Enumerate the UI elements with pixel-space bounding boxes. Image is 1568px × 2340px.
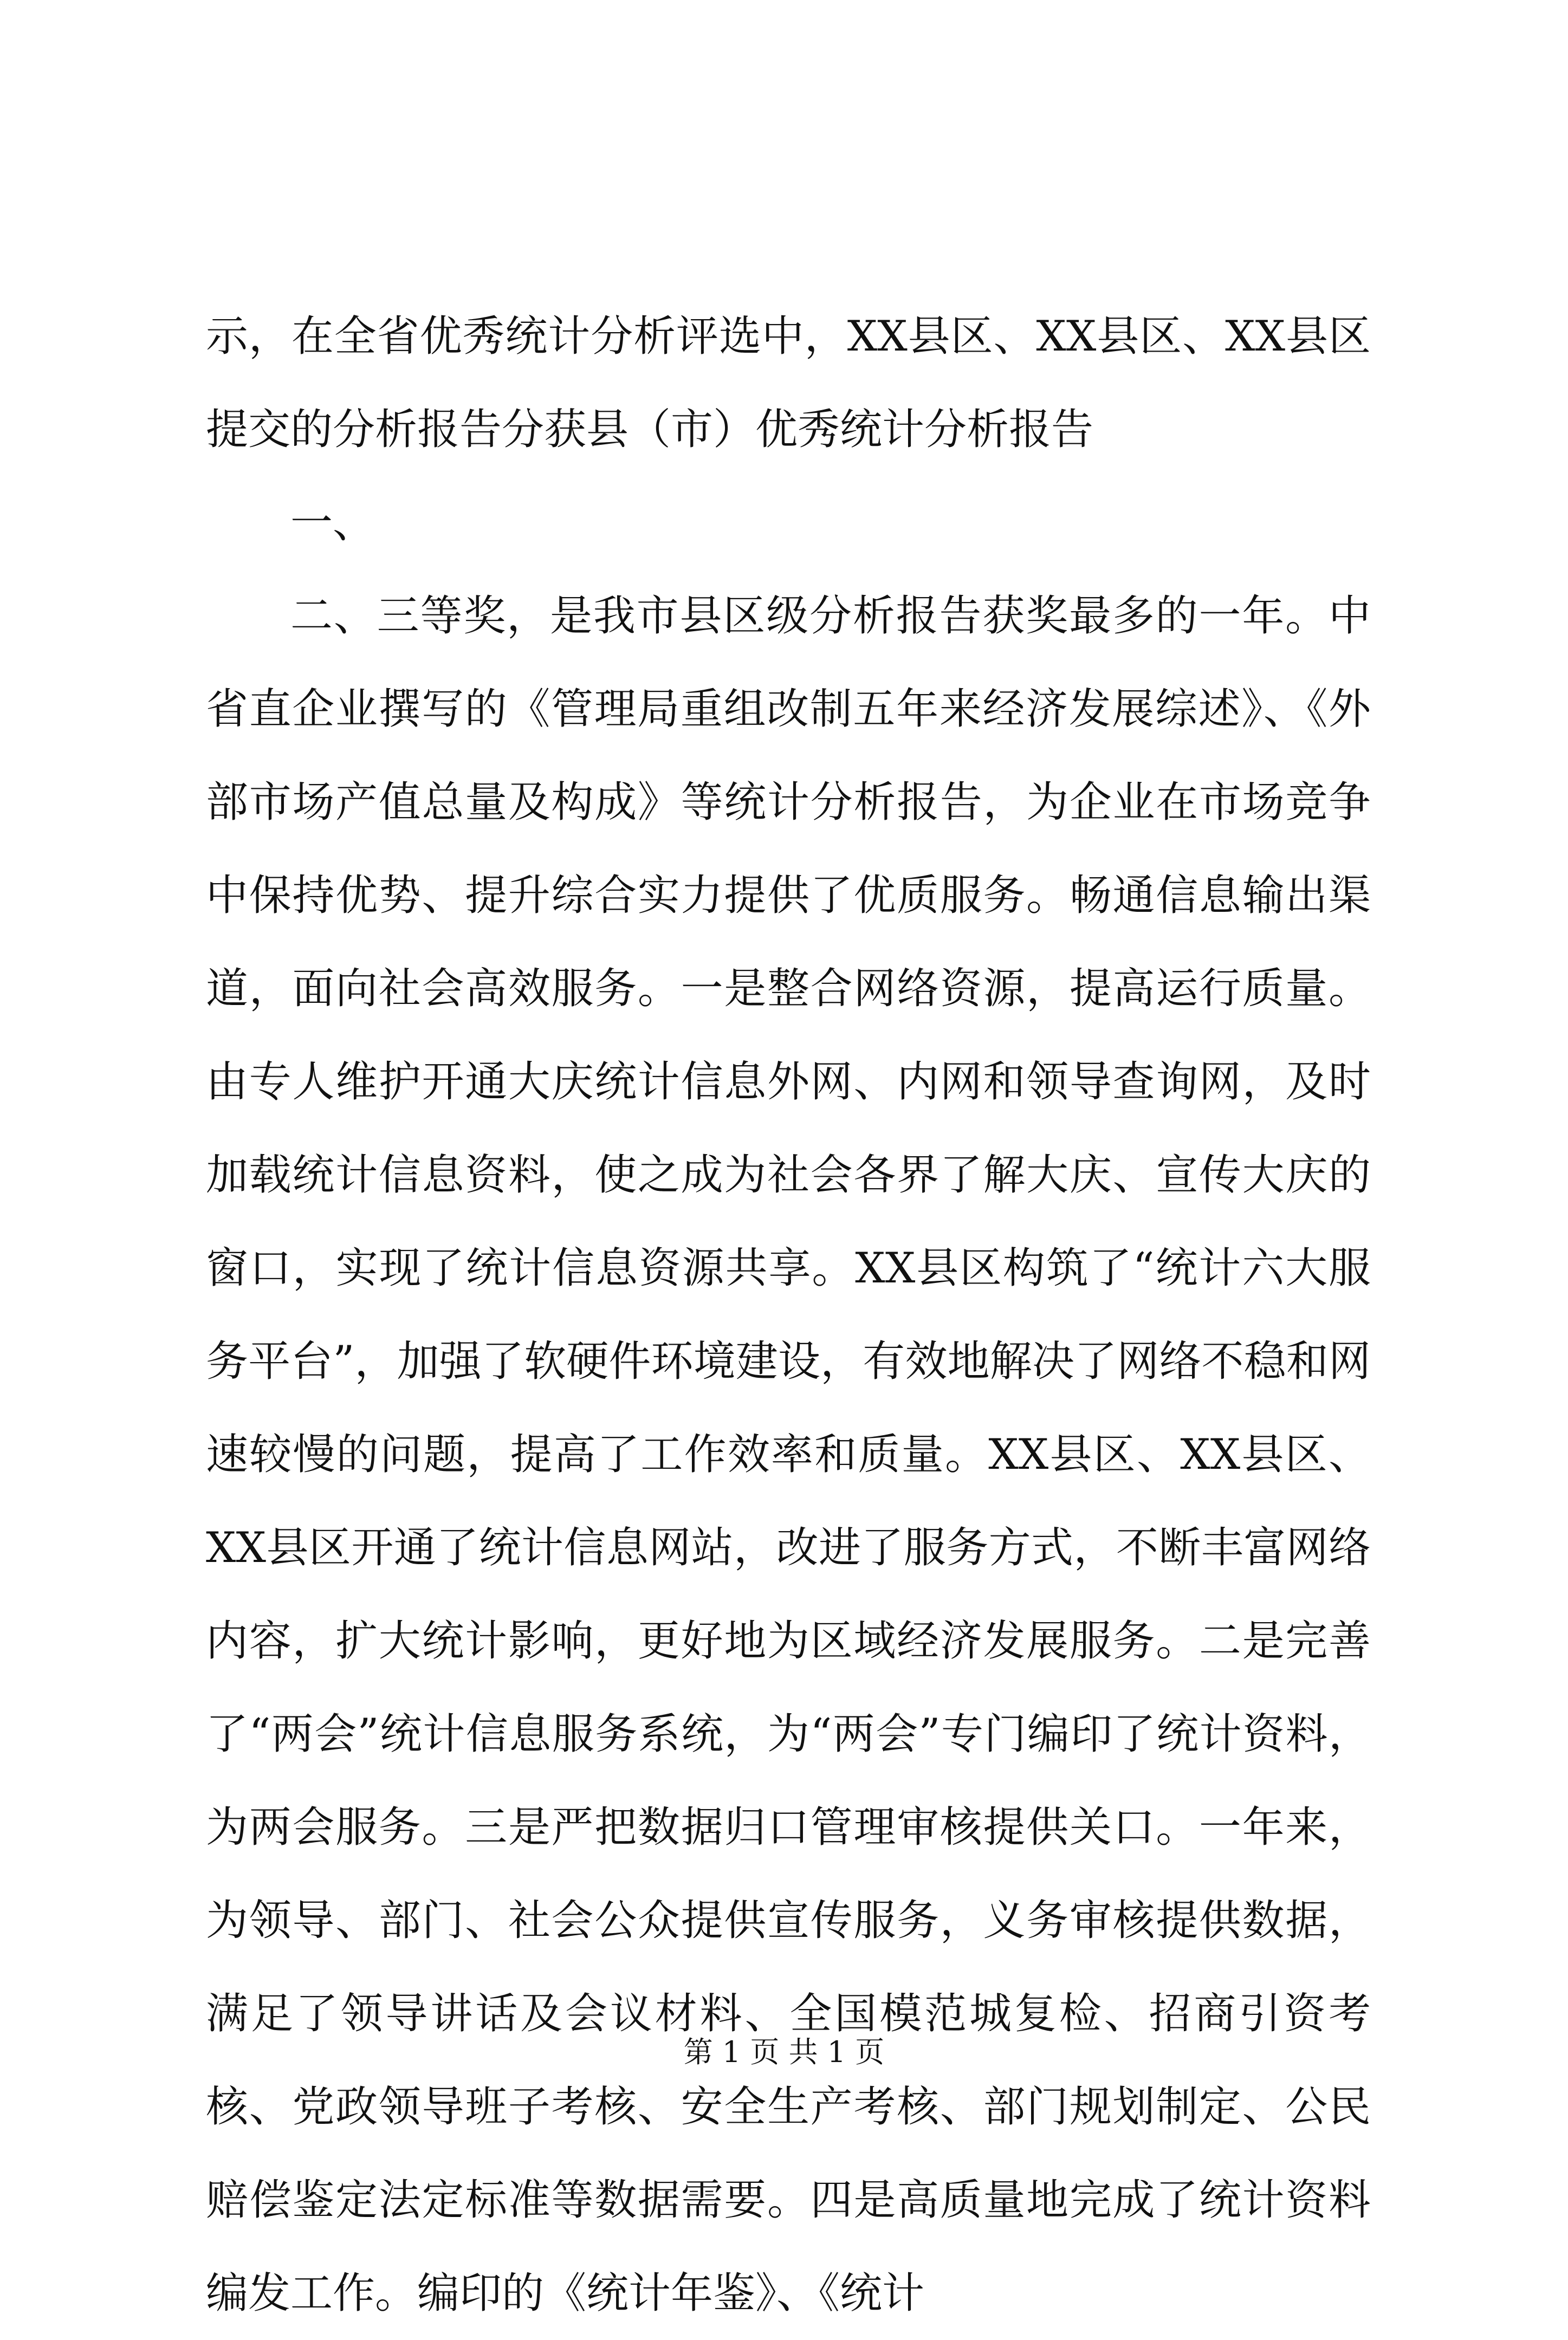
paragraph-heading-one: 一、 [290,498,375,547]
paragraph-continuation: 示，在全省优秀统计分析评选中，XX县区、XX县区、XX县区提交的分析报告分获县（市）优秀统计分析报告 [206,312,1371,454]
paragraph-main: 二、三等奖，是我市县区级分析报告获奖最多的一年。中省直企业撰写的《管理局重组改制五年来经济发展综述》、《外部市场产值总量及构成》等统计分析报告，为企业在市场竞争中保持优势、提升综合实力提供了优质服务。畅通信息输出渠道，面向社会高效服务。一是整合网络资源，提高运行质量。由专人维护开通大庆统计信息外网、内网和领导查询网，及时加载统计信息资料，使之成为社会各界了解大庆、宣传大庆的窗口，实现了统计信息资源共享。XX县区构筑了“统计六大服务平台”，加强了软硬件环境建设，有效地解决了网络不稳和网速较慢的问题，提高了工作效率和质量。XX县区、XX县区、XX县区开通了统计信息网站，改进了服务方式，不断丰富网络内容，扩大统计影响，更好地为区域经济发展服务。二是完善了“两会”统计信息服务系统，为“两会”专门编印了统计资料，为两会服务。三是严把数据归口管理审核提供关口。一年来，为领导、部门、社会公众提供宣传服务，义务审核提供数据，满足了领导讲话及会议材料、全国模范城复检、招商引资考核、党政领导班子考核、安全生产考核、部门规划制定、公民赔偿鉴定法定标准等数据需要。四是高质量地完成了统计资料编发工作。编印的《统计年鉴》、《统计 [206,592,1371,2318]
page-footer [0,2029,1568,2071]
page-number-label: 第 1 页 共 1 页 [683,2035,885,2069]
